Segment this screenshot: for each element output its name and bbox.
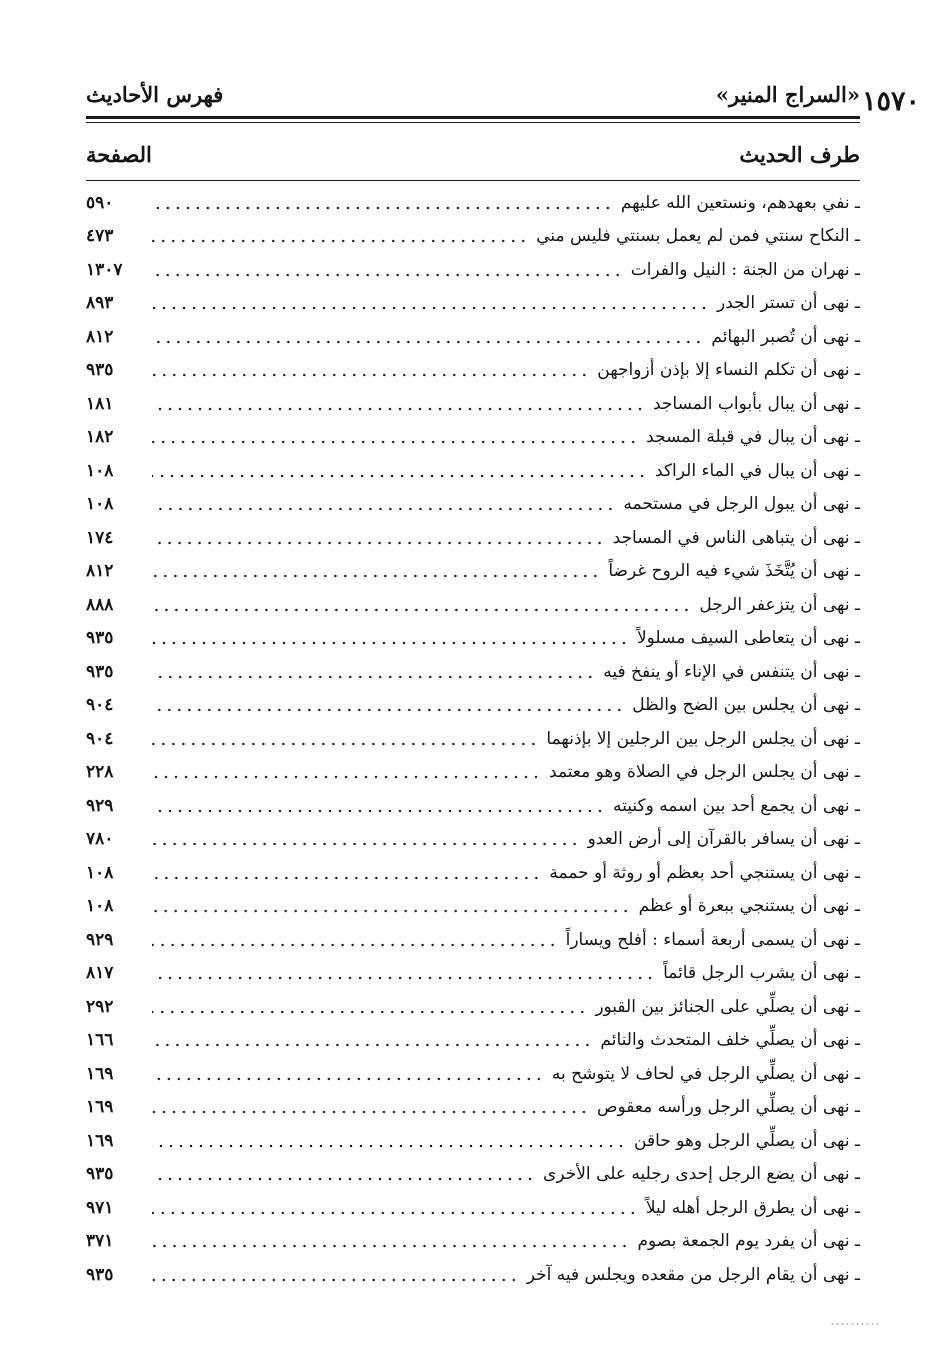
entry-hadith-text: ـ نهى أن يسافر بالقرآن إلى أرض العدو: [587, 829, 860, 850]
entry-hadith-text: ـ نهى أن يبال في الماء الراكد: [655, 460, 860, 481]
index-entry: [86, 186, 860, 220]
entry-page-number: ١٠٨: [86, 460, 114, 481]
index-entry: [86, 354, 860, 388]
entry-page-number: ٣٧١: [86, 1231, 114, 1252]
header-rule-thick: [86, 116, 860, 119]
entry-hadith-text: ـ نهى أن يفرد يوم الجمعة بصوم: [637, 1231, 860, 1252]
dot-leader: [152, 976, 655, 980]
dot-leader: [152, 373, 589, 377]
entry-page-number: ٩٣٥: [86, 628, 114, 649]
entry-page-number: ٨١٢: [86, 561, 114, 582]
entry-hadith-text: ـ نهى أن تُصبر البهائم: [711, 326, 860, 347]
dot-leader: [152, 507, 615, 511]
dot-leader: [152, 574, 600, 578]
entry-page-number: ٩٢٩: [86, 795, 114, 816]
index-entry: [86, 387, 860, 421]
column-heading-rule: [86, 180, 860, 181]
dot-leader: [152, 608, 691, 612]
entry-hadith-text: ـ نهى أن يتنفس في الإناء أو ينفخ فيه: [603, 661, 860, 682]
index-entry: [86, 588, 860, 622]
dot-leader: [152, 1110, 589, 1114]
dot-leader: [152, 876, 541, 880]
entry-hadith-text: ـ نهى أن يُتَّخَذَ شيء فيه الروح غرضاً: [608, 561, 860, 582]
entry-hadith-text: ـ نهى أن يصلِّي الرجل ورأسه معقوص: [596, 1097, 860, 1118]
entry-hadith-text: ـ نهى أن يصلِّي الرجل وهو حاقن: [634, 1130, 860, 1151]
index-entry: [86, 823, 860, 857]
entry-page-number: ١٣٠٧: [86, 259, 123, 280]
index-entry: [86, 689, 860, 723]
entry-page-number: ٤٧٣: [86, 226, 114, 247]
dot-leader: [152, 206, 613, 210]
entry-hadith-text: ـ نهى أن يقام الرجل من مقعده ويجلس فيه آخر: [526, 1264, 860, 1285]
dot-leader: [152, 239, 528, 243]
entry-hadith-text: ـ نهى أن يبال بأبواب المساجد: [653, 393, 860, 414]
entry-hadith-text: ـ نهى أن يتزعفر الرجل: [699, 594, 860, 615]
index-entry: [86, 990, 860, 1024]
dot-leader: [152, 842, 580, 846]
entry-page-number: ١٧٤: [86, 527, 114, 548]
dot-leader: [152, 1278, 519, 1282]
entry-hadith-text: ـ نهى أن يتعاطى السيف مسلولاً: [636, 628, 860, 649]
entry-page-number: ١٨٢: [86, 427, 114, 448]
entry-page-number: ٩٣٥: [86, 1264, 114, 1285]
index-entry: [86, 1091, 860, 1125]
dot-leader: [152, 340, 703, 344]
entry-page-number: ٢٢٨: [86, 762, 114, 783]
entry-hadith-text: ـ نهى أن يسمى أربعة أسماء : أفلح ويساراً: [565, 929, 860, 950]
index-entry: [86, 320, 860, 354]
entry-page-number: ١٦٦: [86, 1030, 114, 1051]
index-entry: [86, 1057, 860, 1091]
dot-leader: [152, 1244, 630, 1248]
entry-page-number: ٩٣٥: [86, 1164, 114, 1185]
index-entry: [86, 253, 860, 287]
index-entry: [86, 1158, 860, 1192]
index-entry: [86, 957, 860, 991]
entry-page-number: ١٦٩: [86, 1097, 114, 1118]
entry-page-number: ١٠٨: [86, 862, 114, 883]
header-rule-thin: [86, 122, 860, 123]
dot-leader: [152, 742, 538, 746]
dot-leader: [152, 708, 624, 712]
dot-leader: [152, 809, 605, 813]
entry-page-number: ٩٣٥: [86, 360, 114, 381]
entry-hadith-text: ـ نهى أن تستر الجدر: [717, 293, 860, 314]
entry-hadith-text: ـ نفي بعهدهم، ونستعين الله عليهم: [620, 192, 860, 213]
index-entry: [86, 421, 860, 455]
dot-leader: [152, 407, 645, 411]
page-number: ١٥٧٠: [862, 86, 921, 117]
entry-page-number: ١٠٨: [86, 896, 114, 917]
index-entry: [86, 923, 860, 957]
entry-page-number: ٥٩٠: [86, 192, 114, 213]
index-entry: [86, 1225, 860, 1259]
index-entry: [86, 454, 860, 488]
entry-page-number: ١٠٨: [86, 494, 114, 515]
index-entry: [86, 756, 860, 790]
entry-hadith-text: ـ نهى أن يجلس الرجل بين الرجلين إلا بإذنهما: [546, 728, 860, 749]
entry-page-number: ١٦٩: [86, 1063, 114, 1084]
column-headings: [86, 142, 860, 174]
index-entry: [86, 488, 860, 522]
column-heading-hadith: طرف الحديث: [739, 142, 860, 167]
dot-leader: [152, 1211, 638, 1215]
entry-hadith-text: ـ نهى أن يجمع أحد بين اسمه وكنيته: [612, 795, 860, 816]
entry-hadith-text: ـ نهى أن يستنجي أحد بعظم أو روثة أو حممة: [549, 862, 860, 883]
dot-leader: [152, 541, 605, 545]
entry-page-number: ٨٨٨: [86, 594, 114, 615]
entry-page-number: ٢٩٢: [86, 996, 114, 1017]
entry-hadith-text: ـ نهى أن تكلم النساء إلا بإذن أزواجهن: [597, 360, 860, 381]
entry-page-number: ٩٧١: [86, 1197, 114, 1218]
entry-page-number: ٩٣٥: [86, 661, 114, 682]
index-entry: [86, 655, 860, 689]
dot-leader: [152, 1043, 592, 1047]
entry-hadith-text: ـ نهران من الجنة : النيل والفرات: [630, 259, 860, 280]
entry-page-number: ٩٠٤: [86, 728, 114, 749]
scan-mark: [830, 1323, 878, 1325]
entry-page-number: ٨١٧: [86, 963, 114, 984]
index-title: فهرس الأحاديث: [86, 82, 224, 107]
index-entry: [86, 1124, 860, 1158]
book-title: «السراج المنير»: [715, 82, 860, 107]
dot-leader: [152, 1177, 535, 1181]
entry-page-number: ٩٢٩: [86, 929, 114, 950]
dot-leader: [152, 440, 638, 444]
entry-page-number: ١٦٩: [86, 1130, 114, 1151]
index-entry: [86, 1024, 860, 1058]
dot-leader: [152, 273, 623, 277]
running-header: [86, 76, 921, 117]
index-entry: [86, 1258, 860, 1292]
dot-leader: [152, 306, 709, 310]
index-entry: [86, 622, 860, 656]
index-entry: [86, 1191, 860, 1225]
index-entry: [86, 856, 860, 890]
column-heading-page: الصفحة: [86, 142, 152, 167]
entry-hadith-text: ـ نهى أن يضع الرجل إحدى رجليه على الأخرى: [543, 1164, 860, 1185]
dot-leader: [152, 1010, 587, 1014]
dot-leader: [152, 1077, 544, 1081]
index-entry: [86, 521, 860, 555]
entry-hadith-text: ـ النكاح سنتي فمن لم يعمل بسنتي فليس مني: [536, 226, 860, 247]
entry-hadith-text: ـ نهى أن يجلس الرجل في الصلاة وهو معتمد: [549, 762, 860, 783]
index-entry: [86, 555, 860, 589]
index-entry: [86, 789, 860, 823]
index-entry: [86, 287, 860, 321]
index-entry: [86, 722, 860, 756]
entry-hadith-text: ـ نهى أن يصلِّي الرجل في لحاف لا يتوشح به: [551, 1063, 860, 1084]
hadith-index-list: [86, 186, 860, 1292]
index-entry: [86, 890, 860, 924]
entry-page-number: ٧٨٠: [86, 829, 114, 850]
entry-page-number: ١٨١: [86, 393, 114, 414]
entry-hadith-text: ـ نهى أن يجلس بين الضح والظل: [632, 695, 860, 716]
entry-page-number: ٨٩٣: [86, 293, 114, 314]
entry-hadith-text: ـ نهى أن يتباهى الناس في المساجد: [612, 527, 860, 548]
entry-page-number: ٨١٢: [86, 326, 114, 347]
entry-hadith-text: ـ نهى أن يستنجي ببعرة أو عظم: [638, 896, 860, 917]
dot-leader: [152, 775, 541, 779]
entry-hadith-text: ـ نهى أن يبال في قبلة المسجد: [646, 427, 860, 448]
index-entry: [86, 220, 860, 254]
dot-leader: [152, 675, 595, 679]
entry-hadith-text: ـ نهى أن يبول الرجل في مستحمه: [623, 494, 860, 515]
entry-hadith-text: ـ نهى أن يصلِّي خلف المتحدث والنائم: [600, 1030, 860, 1051]
entry-page-number: ٩٠٤: [86, 695, 114, 716]
dot-leader: [152, 909, 631, 913]
dot-leader: [152, 1144, 626, 1148]
entry-hadith-text: ـ نهى أن يشرب الرجل قائماً: [663, 963, 860, 984]
dot-leader: [152, 474, 647, 478]
dot-leader: [152, 641, 629, 645]
dot-leader: [152, 943, 558, 947]
entry-hadith-text: ـ نهى أن يطرق الرجل أهله ليلاً: [645, 1197, 860, 1218]
entry-hadith-text: ـ نهى أن يصلِّي على الجنائز بين القبور: [595, 996, 860, 1017]
